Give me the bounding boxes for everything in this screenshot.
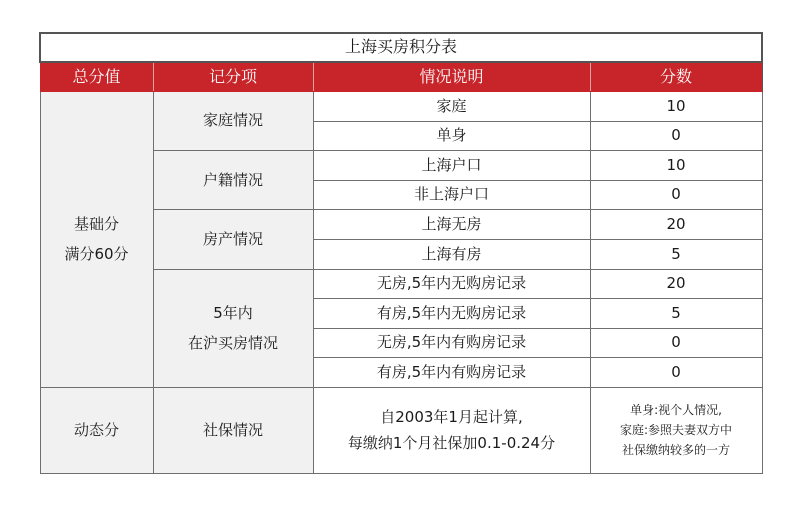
header-score: 分数 [590,62,762,92]
table-row-dynamic [40,387,762,473]
desc-social-line2: 每缴纳1个月社保加0.1-0.24分 [347,434,556,453]
score-table [39,32,763,474]
item-social-security: 社保情况 [153,387,313,473]
desc-social-line1: 自2003年1月起计算, [380,408,523,427]
desc-cell: 有房,5年内无购房记录 [313,299,590,329]
desc-cell: 家庭 [313,92,590,122]
item-hukou: 户籍情况 [153,151,313,210]
desc-cell: 上海户口 [313,151,590,181]
desc-cell: 上海无房 [313,210,590,240]
score-note-line2: 家庭:参照夫妻双方中 [619,423,733,438]
score-cell: 0 [590,358,762,388]
score-cell: 5 [590,239,762,269]
base-label-line1: 基础分 [73,215,119,234]
desc-social-security [313,387,590,473]
dynamic-score-label: 动态分 [40,387,153,473]
score-cell: 5 [590,299,762,329]
header-row [40,62,762,92]
score-note-line3: 社保缴纳较多的一方 [622,443,731,458]
header-total: 总分值 [40,62,153,92]
base-label-line2: 满分60分 [64,245,129,264]
title-row [40,33,762,62]
header-item: 记分项 [153,62,313,92]
item-purchase-history [153,269,313,387]
score-table-container [39,32,761,474]
desc-cell: 有房,5年内有购房记录 [313,358,590,388]
table-title: 上海买房积分表 [40,33,762,62]
score-cell: 0 [590,180,762,210]
score-cell: 0 [590,121,762,151]
score-note-line1: 单身:视个人情况, [630,403,722,418]
item-family: 家庭情况 [153,92,313,151]
item-property: 房产情况 [153,210,313,269]
score-cell: 0 [590,328,762,358]
score-cell: 10 [590,92,762,122]
base-score-label [40,92,153,388]
score-cell: 20 [590,210,762,240]
table-row [40,92,762,122]
desc-cell: 非上海户口 [313,180,590,210]
score-cell: 20 [590,269,762,299]
item-purchase-line1: 5年内 [213,304,253,323]
score-social-security [590,387,762,473]
score-cell: 10 [590,151,762,181]
desc-cell: 无房,5年内有购房记录 [313,328,590,358]
desc-cell: 单身 [313,121,590,151]
item-purchase-line2: 在沪买房情况 [187,334,278,353]
desc-cell: 无房,5年内无购房记录 [313,269,590,299]
header-desc: 情况说明 [313,62,590,92]
desc-cell: 上海有房 [313,239,590,269]
